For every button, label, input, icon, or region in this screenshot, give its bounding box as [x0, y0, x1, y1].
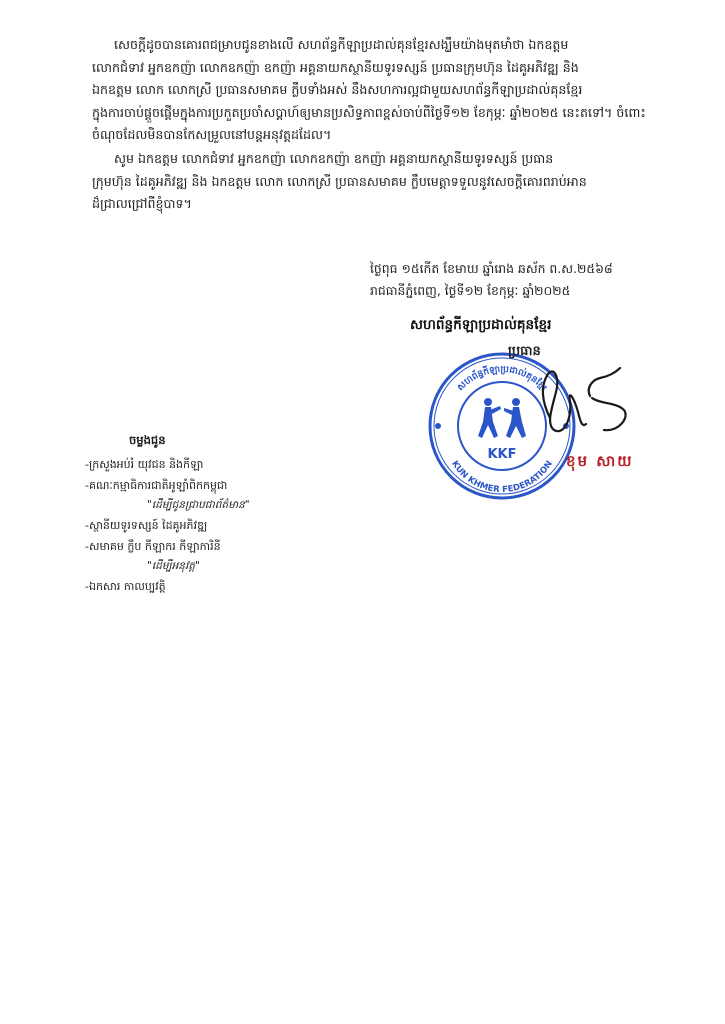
signer-title: ប្រធាន [508, 344, 541, 359]
paragraph-line: សេចក្តីដូចបានគោរពជម្រាបជូនខាងលើ សហព័ន្ធកីឡាប្រដាល់គុនខ្មែរសង្ឃឹមយ៉ាងមុតមាំថា ឯកឧត្តម [114, 37, 569, 52]
cc-item: -ឯកសារ កាលប្បវត្តិ [85, 580, 166, 593]
cc-item: -គណៈកម្មាធិការជាតិអូឡាំពិកកម្ពុជា [85, 479, 228, 492]
solar-date: រាជធានីភ្នំពេញ, ថ្ងៃទី១២ ខែកុម្ភៈ ឆ្នាំ២០២៥ [370, 283, 571, 298]
handwritten-signature [520, 358, 638, 446]
lunar-date: ថ្ងៃពុធ ១៥កើត ខែមាឃ ឆ្នាំរោង ឆស័ក ព.ស.២៥៦៨ [370, 261, 613, 276]
paragraph-line: ក្នុងការចាប់ផ្តួចផ្តើមក្នុងការប្រកួតប្រចាំសប្តាហ៍ឲ្យមានប្រសិទ្ធភាពខ្ពស់ចាប់ពីថ្ងៃទី១២ ខែកុម្ភៈ ឆ្នាំ២០២៥ នេះតទៅ។ ចំពោះ [92, 104, 646, 120]
paragraph-line: ចំណុចដែលមិនបានកែសម្រួលនៅបន្តអនុវត្តដដែល។ [92, 127, 332, 142]
body-paragraph-1 [92, 34, 670, 147]
cc-heading: ចម្លងជូន [129, 433, 166, 447]
svg-text:KUN KHMER FEDERATION [449, 459, 555, 495]
cc-item: -សមាគម ក្លឹប កីឡាករ កីឡាការិនី [85, 540, 221, 553]
paragraph-line: ដ៏ជ្រាលជ្រៅពីខ្ញុំបាទ។ [92, 196, 192, 211]
body-paragraph-2 [92, 148, 670, 216]
paragraph-line: ក្រុមហ៊ុន ដៃគូអភិវឌ្ឍ និង ឯកឧត្តម លោក លោកស្រី ប្រធានសមាគម ក្លឹបមេត្តាទទួលនូវសេចក្តីគោរពរាប់អាន [92, 173, 587, 189]
date-block [370, 258, 670, 302]
organization-name: សហព័ន្ធកីឡាប្រដាល់គុនខ្មែរ [410, 317, 552, 333]
seal-abbrev: KKF [487, 447, 517, 462]
paragraph-line: សូម ឯកឧត្តម លោកជំទាវ អ្នកឧកញ៉ា លោកឧកញ៉ា ឧកញ៉ា អគ្គនាយកស្ថានីយទូរទស្សន៍ ប្រធាន [114, 151, 554, 166]
seal-text-khmer: សហព័ន្ធកីឡាប្រដាល់គុនខ្មែរ [455, 364, 549, 394]
signer-name: ខុម សាយ [566, 452, 634, 470]
cc-item: -ក្រសួងអប់រំ យុវជន និងកីឡា [85, 458, 204, 471]
cc-item-note: "ដើម្បីអនុវត្ត" [147, 560, 200, 572]
cc-item: -ស្ថានីយទូរទស្សន៍ ដៃគូអភិវឌ្ឍ [85, 519, 208, 532]
seal-text-english: KUN KHMER FEDERATION [449, 459, 555, 496]
cc-list [85, 433, 325, 597]
cc-item-note: "ដើម្បីជូនជ្រាបជាព័ត៌មាន" [147, 499, 250, 511]
paragraph-line: ឯកឧត្តម លោក លោកស្រី ប្រធានសមាគម ក្លឹបទាំងអស់ នឹងសហការល្អជាមួយសហព័ន្ធកីឡាប្រដាល់គុនខ្មែរ [92, 82, 583, 97]
paragraph-line: លោកជំទាវ អ្នកឧកញ៉ា លោកឧកញ៉ា ឧកញ៉ា អគ្គនាយកស្ថានីយទូរទស្សន៍ ប្រធានក្រុមហ៊ុន ដៃគូអភិវឌ្ឍ និង [92, 59, 579, 75]
